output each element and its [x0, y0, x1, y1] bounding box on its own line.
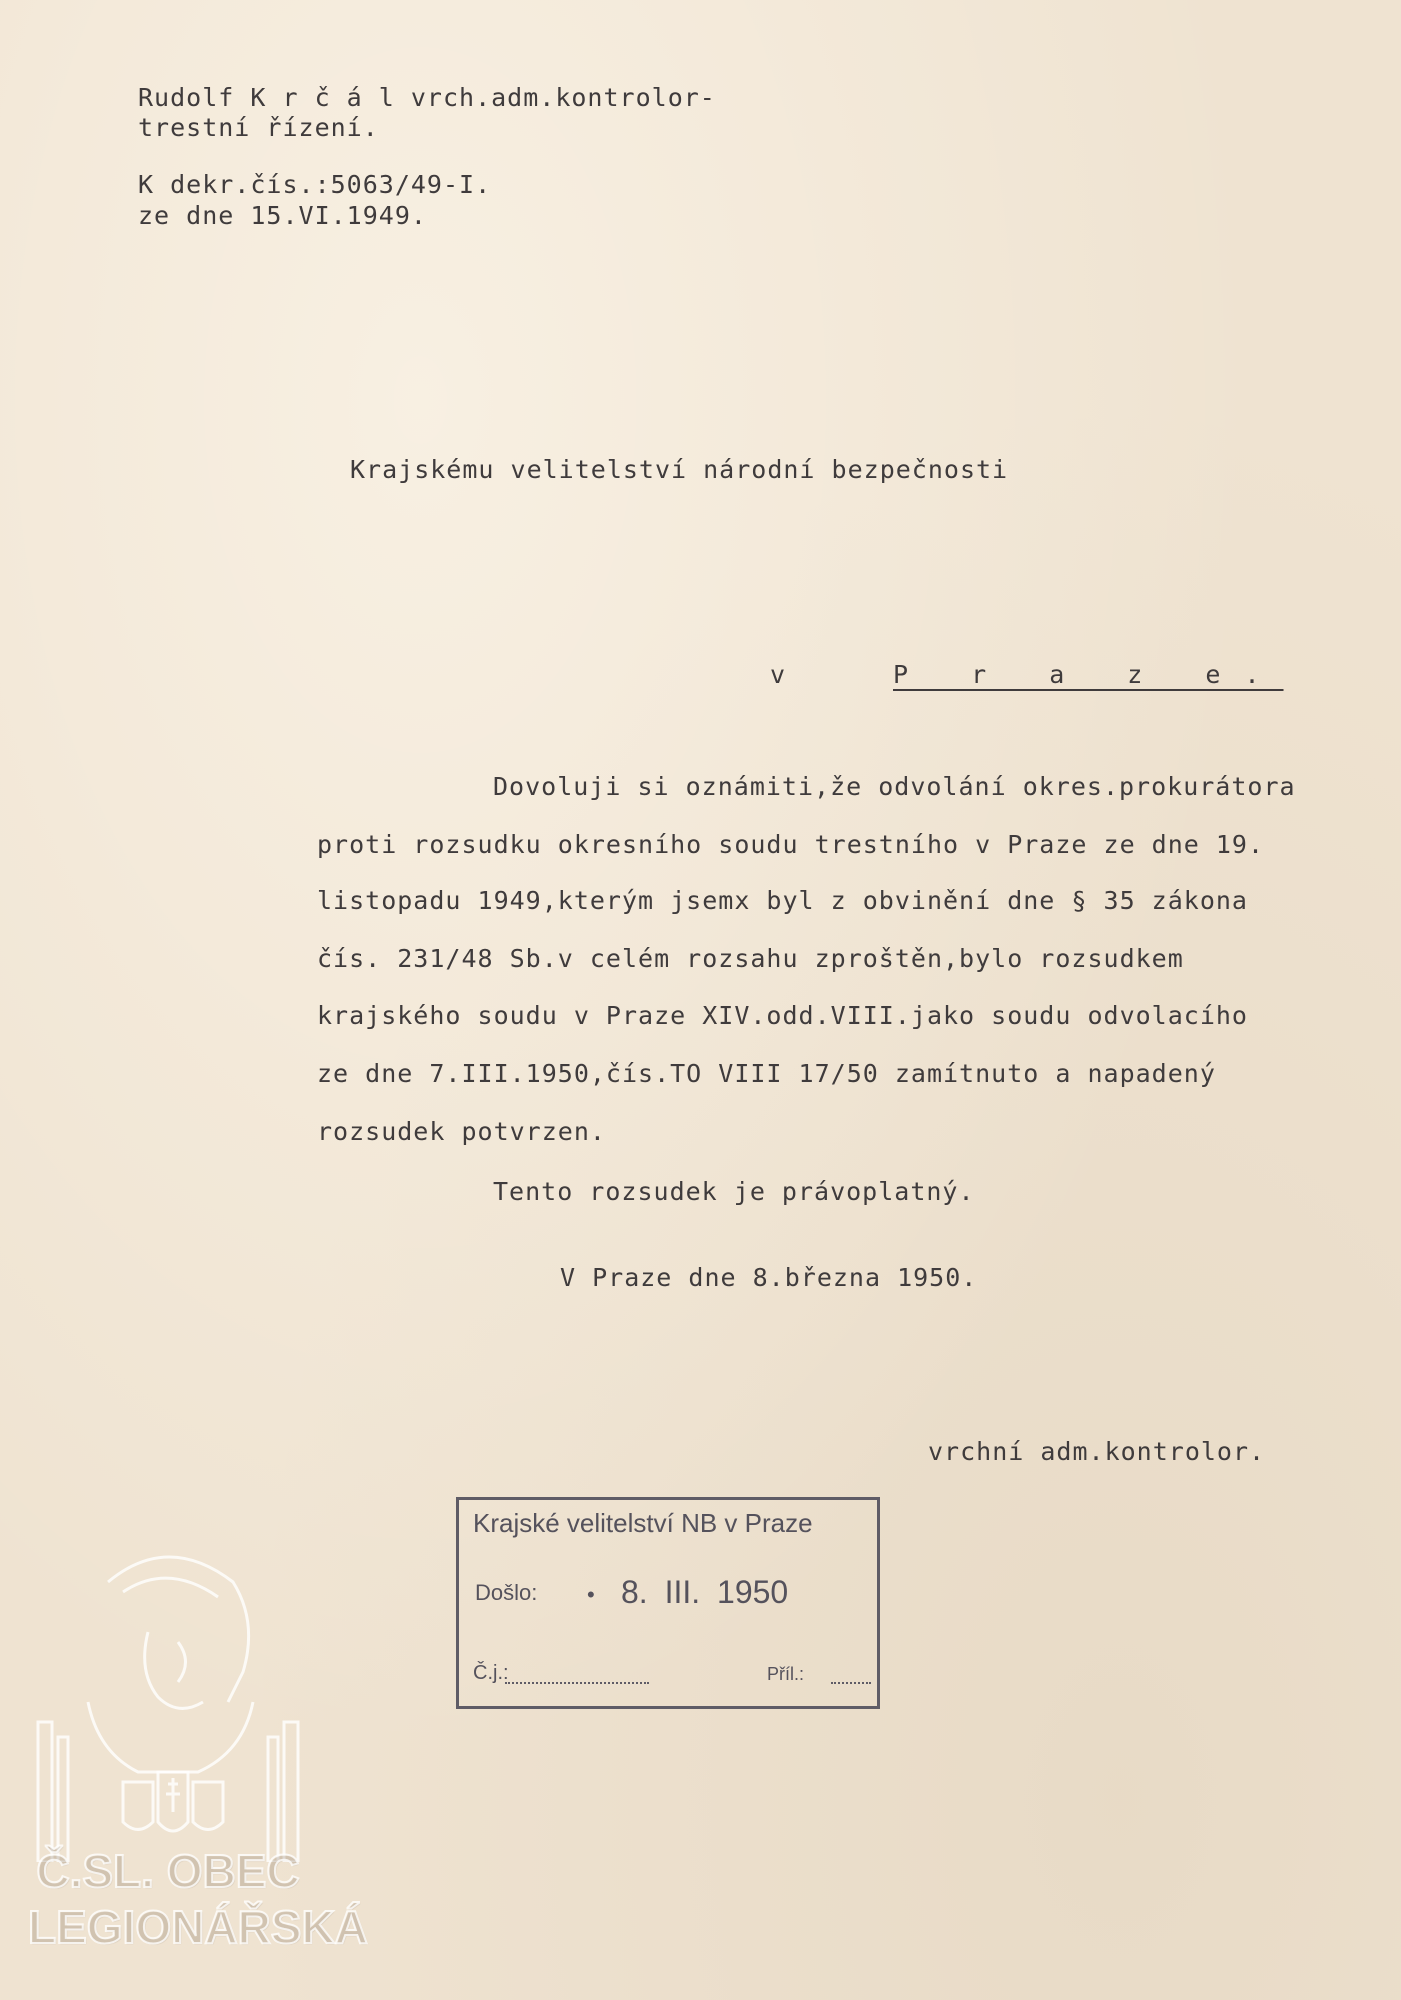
legion-watermark: [28, 1522, 368, 1962]
received-stamp: [456, 1497, 880, 1709]
reference-date: ze dne 15.VI.1949.: [138, 201, 427, 230]
body-line-3: listopadu 1949,kterým jsemx byl z obvinění dne § 35 zákona: [317, 886, 1248, 915]
validity-statement: Tento rozsudek je právoplatný.: [493, 1177, 975, 1206]
body-line-7: rozsudek potvrzen.: [317, 1117, 606, 1146]
body-line-1: Dovoluji si oznámiti,že odvolání okres.prokurátora: [493, 772, 1296, 801]
sender-name-line: Rudolf K r č á l vrch.adm.kontrolor-: [138, 83, 716, 112]
stamp-attachment-label: Příl.:: [767, 1664, 805, 1684]
reference-number: K dekr.čís.:5063/49-I.: [138, 170, 492, 199]
sender-subject-line: trestní řízení.: [138, 113, 379, 142]
body-line-5: krajského soudu v Praze XIV.odd.VIII.jako soudu odvolacího: [317, 1001, 1248, 1030]
stamp-attachment-field: [831, 1682, 871, 1684]
signature-title: vrchní adm.kontrolor.: [928, 1437, 1266, 1466]
addressee-name: Krajskému velitelství národní bezpečnosti: [350, 455, 1009, 484]
stamp-title: Krajské velitelství NB v Praze: [473, 1508, 813, 1538]
addressee-city: P r a z e.: [893, 660, 1284, 689]
stamp-dot: •: [587, 1582, 595, 1607]
stamp-ref-label: Č.j.:: [473, 1662, 509, 1684]
body-line-2: proti rozsudku okresního soudu trestního v Praze ze dne 19.: [317, 830, 1265, 859]
stamp-received-date: 8. III. 1950: [621, 1574, 789, 1610]
stamp-ref-field: [505, 1682, 649, 1684]
place-and-date: V Praze dne 8.března 1950.: [560, 1263, 978, 1292]
legionnaire-emblem-icon: [28, 1522, 308, 1862]
body-line-6: ze dne 7.III.1950,čís.TO VIII 17/50 zamítnuto a napadený: [317, 1059, 1216, 1088]
stamp-received-label: Došlo:: [475, 1580, 538, 1605]
body-line-4: čís. 231/48 Sb.v celém rozsahu zproštěn,bylo rozsudkem: [317, 944, 1184, 973]
watermark-line-1: Č.SL. OBEC: [36, 1845, 300, 1897]
watermark-line-2: LEGIONÁŘSKÁ: [28, 1901, 368, 1953]
addressee-city-prefix: v: [770, 660, 787, 689]
